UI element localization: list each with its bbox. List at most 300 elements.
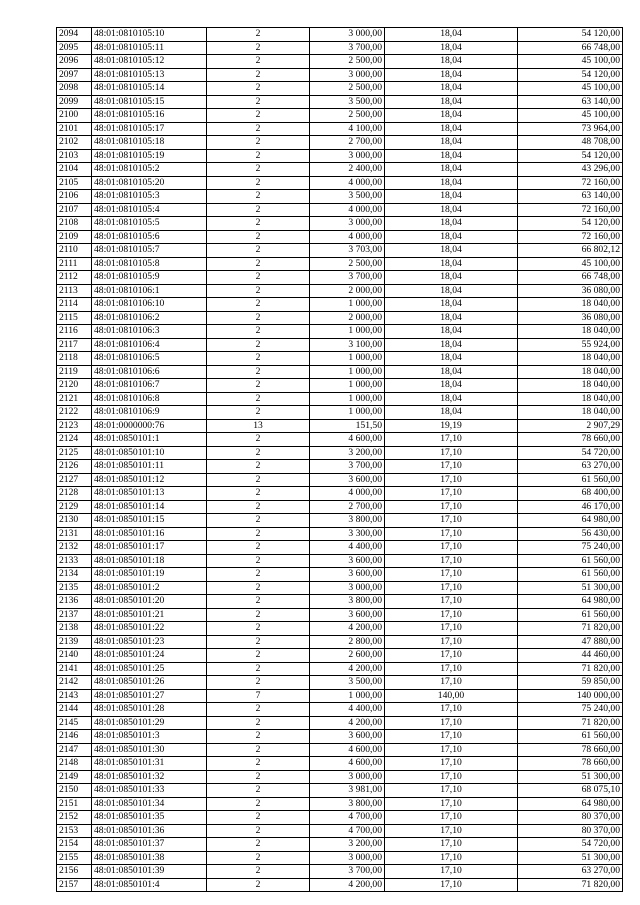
- row-number-cell: 2094: [57, 28, 92, 42]
- category-code-cell: 2: [207, 541, 310, 555]
- cadastral-number-cell: 48:01:0850101:4: [92, 878, 207, 892]
- area-cell: 4 000,00: [310, 203, 385, 217]
- category-code-cell: 2: [207, 797, 310, 811]
- value-cell: 78 660,00: [518, 743, 623, 757]
- rate-cell: 18,04: [385, 392, 518, 406]
- cadastral-number-cell: 48:01:0810106:4: [92, 338, 207, 352]
- row-number-cell: 2137: [57, 608, 92, 622]
- cadastral-number-cell: 48:01:0810105:16: [92, 109, 207, 123]
- area-cell: 1 000,00: [310, 365, 385, 379]
- cadastral-number-cell: 48:01:0810105:8: [92, 257, 207, 271]
- category-code-cell: 2: [207, 149, 310, 163]
- category-code-cell: 2: [207, 527, 310, 541]
- area-cell: 3 700,00: [310, 460, 385, 474]
- category-code-cell: 2: [207, 41, 310, 55]
- category-code-cell: 2: [207, 757, 310, 771]
- area-cell: 3 981,00: [310, 784, 385, 798]
- cadastral-number-cell: 48:01:0810106:7: [92, 379, 207, 393]
- cadastral-number-cell: 48:01:0850101:16: [92, 527, 207, 541]
- cadastral-number-cell: 48:01:0810105:4: [92, 203, 207, 217]
- row-number-cell: 2111: [57, 257, 92, 271]
- table-row: [57, 419, 623, 433]
- category-code-cell: 2: [207, 635, 310, 649]
- table-row: [57, 244, 623, 258]
- category-code-cell: 2: [207, 446, 310, 460]
- area-cell: 3 600,00: [310, 473, 385, 487]
- rate-cell: 17,10: [385, 649, 518, 663]
- cadastral-number-cell: 48:01:0850101:30: [92, 743, 207, 757]
- cadastral-number-cell: 48:01:0850101:22: [92, 622, 207, 636]
- table-row: [57, 500, 623, 514]
- category-code-cell: 2: [207, 878, 310, 892]
- table-row: [57, 595, 623, 609]
- cadastral-number-cell: 48:01:0850101:11: [92, 460, 207, 474]
- table-row: [57, 271, 623, 285]
- table-row: [57, 433, 623, 447]
- area-cell: 3 500,00: [310, 190, 385, 204]
- row-number-cell: 2141: [57, 662, 92, 676]
- rate-cell: 17,10: [385, 568, 518, 582]
- category-code-cell: 2: [207, 109, 310, 123]
- cadastral-number-cell: 48:01:0850101:20: [92, 595, 207, 609]
- value-cell: 51 300,00: [518, 770, 623, 784]
- value-cell: 18 040,00: [518, 379, 623, 393]
- cadastral-number-cell: 48:01:0810105:6: [92, 230, 207, 244]
- area-cell: 2 800,00: [310, 635, 385, 649]
- row-number-cell: 2140: [57, 649, 92, 663]
- category-code-cell: 2: [207, 82, 310, 96]
- cadastral-number-cell: 48:01:0810105:14: [92, 82, 207, 96]
- row-number-cell: 2138: [57, 622, 92, 636]
- rate-cell: 18,04: [385, 28, 518, 42]
- value-cell: 45 100,00: [518, 109, 623, 123]
- table-row: [57, 325, 623, 339]
- table-row: [57, 541, 623, 555]
- cadastral-number-cell: 48:01:0810105:15: [92, 95, 207, 109]
- category-code-cell: 2: [207, 460, 310, 474]
- rate-cell: 17,10: [385, 878, 518, 892]
- area-cell: 2 000,00: [310, 311, 385, 325]
- table-row: [57, 352, 623, 366]
- row-number-cell: 2122: [57, 406, 92, 420]
- table-row: [57, 757, 623, 771]
- cadastral-number-cell: 48:01:0850101:25: [92, 662, 207, 676]
- area-cell: 4 200,00: [310, 662, 385, 676]
- category-code-cell: 2: [207, 703, 310, 717]
- cadastral-number-cell: 48:01:0810106:5: [92, 352, 207, 366]
- value-cell: 18 040,00: [518, 352, 623, 366]
- rate-cell: 17,10: [385, 716, 518, 730]
- value-cell: 45 100,00: [518, 82, 623, 96]
- category-code-cell: 2: [207, 568, 310, 582]
- row-number-cell: 2134: [57, 568, 92, 582]
- table-row: [57, 487, 623, 501]
- value-cell: 66 748,00: [518, 271, 623, 285]
- rate-cell: 18,04: [385, 122, 518, 136]
- table-row: [57, 41, 623, 55]
- value-cell: 71 820,00: [518, 716, 623, 730]
- rate-cell: 17,10: [385, 500, 518, 514]
- category-code-cell: 2: [207, 176, 310, 190]
- row-number-cell: 2136: [57, 595, 92, 609]
- table-row: [57, 689, 623, 703]
- value-cell: 61 560,00: [518, 473, 623, 487]
- value-cell: 18 040,00: [518, 365, 623, 379]
- area-cell: 1 000,00: [310, 352, 385, 366]
- row-number-cell: 2133: [57, 554, 92, 568]
- row-number-cell: 2099: [57, 95, 92, 109]
- cadastral-number-cell: 48:01:0810105:13: [92, 68, 207, 82]
- cadastral-number-cell: 48:01:0810106:1: [92, 284, 207, 298]
- cadastral-number-cell: 48:01:0810106:6: [92, 365, 207, 379]
- cadastral-number-cell: 48:01:0850101:17: [92, 541, 207, 555]
- rate-cell: 18,04: [385, 325, 518, 339]
- area-cell: 2 500,00: [310, 82, 385, 96]
- value-cell: 140 000,00: [518, 689, 623, 703]
- row-number-cell: 2147: [57, 743, 92, 757]
- cadastral-number-cell: 48:01:0810105:20: [92, 176, 207, 190]
- row-number-cell: 2127: [57, 473, 92, 487]
- area-cell: 3 000,00: [310, 149, 385, 163]
- rate-cell: 19,19: [385, 419, 518, 433]
- category-code-cell: 2: [207, 608, 310, 622]
- rate-cell: 17,10: [385, 757, 518, 771]
- category-code-cell: 2: [207, 325, 310, 339]
- area-cell: 3 800,00: [310, 595, 385, 609]
- value-cell: 61 560,00: [518, 730, 623, 744]
- rate-cell: 18,04: [385, 379, 518, 393]
- area-cell: 2 500,00: [310, 257, 385, 271]
- table-row: [57, 622, 623, 636]
- row-number-cell: 2119: [57, 365, 92, 379]
- cadastral-number-cell: 48:01:0850101:31: [92, 757, 207, 771]
- rate-cell: 17,10: [385, 851, 518, 865]
- category-code-cell: 2: [207, 365, 310, 379]
- area-cell: 2 000,00: [310, 284, 385, 298]
- table-row: [57, 581, 623, 595]
- cadastral-number-cell: 48:01:0850101:37: [92, 838, 207, 852]
- rate-cell: 18,04: [385, 244, 518, 258]
- area-cell: 4 700,00: [310, 824, 385, 838]
- value-cell: 54 720,00: [518, 446, 623, 460]
- rate-cell: 18,04: [385, 41, 518, 55]
- category-code-cell: 2: [207, 122, 310, 136]
- rate-cell: 18,04: [385, 149, 518, 163]
- value-cell: 56 430,00: [518, 527, 623, 541]
- value-cell: 63 140,00: [518, 190, 623, 204]
- table-row: [57, 230, 623, 244]
- row-number-cell: 2102: [57, 136, 92, 150]
- cadastral-number-cell: 48:01:0850101:38: [92, 851, 207, 865]
- area-cell: 2 400,00: [310, 163, 385, 177]
- cadastral-number-cell: 48:01:0850101:2: [92, 581, 207, 595]
- rate-cell: 18,04: [385, 338, 518, 352]
- area-cell: 2 600,00: [310, 649, 385, 663]
- row-number-cell: 2100: [57, 109, 92, 123]
- rate-cell: 17,10: [385, 838, 518, 852]
- category-code-cell: 2: [207, 487, 310, 501]
- cadastral-number-cell: 48:01:0850101:33: [92, 784, 207, 798]
- rate-cell: 18,04: [385, 311, 518, 325]
- row-number-cell: 2123: [57, 419, 92, 433]
- cadastral-number-cell: 48:01:0810105:5: [92, 217, 207, 231]
- row-number-cell: 2154: [57, 838, 92, 852]
- rate-cell: 17,10: [385, 743, 518, 757]
- value-cell: 71 820,00: [518, 878, 623, 892]
- row-number-cell: 2129: [57, 500, 92, 514]
- category-code-cell: 2: [207, 257, 310, 271]
- row-number-cell: 2104: [57, 163, 92, 177]
- rate-cell: 18,04: [385, 68, 518, 82]
- rate-cell: 18,04: [385, 190, 518, 204]
- rate-cell: 18,04: [385, 109, 518, 123]
- area-cell: 3 700,00: [310, 865, 385, 879]
- cadastral-number-cell: 48:01:0810105:10: [92, 28, 207, 42]
- value-cell: 75 240,00: [518, 703, 623, 717]
- cadastral-number-cell: 48:01:0850101:27: [92, 689, 207, 703]
- rate-cell: 17,10: [385, 541, 518, 555]
- row-number-cell: 2128: [57, 487, 92, 501]
- area-cell: 3 300,00: [310, 527, 385, 541]
- area-cell: 4 600,00: [310, 433, 385, 447]
- table-row: [57, 136, 623, 150]
- area-cell: 4 200,00: [310, 716, 385, 730]
- area-cell: 2 500,00: [310, 109, 385, 123]
- row-number-cell: 2132: [57, 541, 92, 555]
- value-cell: 68 075,10: [518, 784, 623, 798]
- area-cell: 3 600,00: [310, 554, 385, 568]
- row-number-cell: 2142: [57, 676, 92, 690]
- rate-cell: 17,10: [385, 487, 518, 501]
- cadastral-number-cell: 48:01:0850101:32: [92, 770, 207, 784]
- row-number-cell: 2125: [57, 446, 92, 460]
- row-number-cell: 2126: [57, 460, 92, 474]
- table-row: [57, 190, 623, 204]
- rate-cell: 18,04: [385, 352, 518, 366]
- rate-cell: 17,10: [385, 703, 518, 717]
- rate-cell: 18,04: [385, 284, 518, 298]
- value-cell: 48 708,00: [518, 136, 623, 150]
- area-cell: 3 000,00: [310, 581, 385, 595]
- table-row: [57, 811, 623, 825]
- area-cell: 4 600,00: [310, 757, 385, 771]
- row-number-cell: 2117: [57, 338, 92, 352]
- area-cell: 3 700,00: [310, 271, 385, 285]
- table-row: [57, 568, 623, 582]
- area-cell: 4 400,00: [310, 703, 385, 717]
- value-cell: 51 300,00: [518, 851, 623, 865]
- row-number-cell: 2135: [57, 581, 92, 595]
- value-cell: 73 964,00: [518, 122, 623, 136]
- table-row: [57, 703, 623, 717]
- table-row: [57, 676, 623, 690]
- table-row: [57, 838, 623, 852]
- category-code-cell: 2: [207, 55, 310, 69]
- rate-cell: 17,10: [385, 865, 518, 879]
- area-cell: 1 000,00: [310, 689, 385, 703]
- area-cell: 2 700,00: [310, 136, 385, 150]
- table-row: [57, 298, 623, 312]
- row-number-cell: 2131: [57, 527, 92, 541]
- table-row: [57, 392, 623, 406]
- cadastral-number-cell: 48:01:0000000:76: [92, 419, 207, 433]
- area-cell: 4 000,00: [310, 230, 385, 244]
- cadastral-number-cell: 48:01:0850101:12: [92, 473, 207, 487]
- cadastral-number-cell: 48:01:0850101:18: [92, 554, 207, 568]
- table-row: [57, 608, 623, 622]
- category-code-cell: 2: [207, 352, 310, 366]
- value-cell: 64 980,00: [518, 797, 623, 811]
- row-number-cell: 2151: [57, 797, 92, 811]
- table-row: [57, 649, 623, 663]
- table-row: [57, 149, 623, 163]
- category-code-cell: 2: [207, 392, 310, 406]
- category-code-cell: 2: [207, 271, 310, 285]
- table-row: [57, 379, 623, 393]
- table-row: [57, 851, 623, 865]
- value-cell: 36 080,00: [518, 311, 623, 325]
- table-row: [57, 28, 623, 42]
- area-cell: 3 000,00: [310, 851, 385, 865]
- cadastral-number-cell: 48:01:0810105:9: [92, 271, 207, 285]
- row-number-cell: 2156: [57, 865, 92, 879]
- value-cell: 45 100,00: [518, 257, 623, 271]
- area-cell: 2 700,00: [310, 500, 385, 514]
- rate-cell: 18,04: [385, 176, 518, 190]
- area-cell: 3 600,00: [310, 730, 385, 744]
- category-code-cell: 2: [207, 811, 310, 825]
- table-row: [57, 865, 623, 879]
- value-cell: 61 560,00: [518, 608, 623, 622]
- cadastral-number-cell: 48:01:0810105:12: [92, 55, 207, 69]
- area-cell: 3 703,00: [310, 244, 385, 258]
- row-number-cell: 2121: [57, 392, 92, 406]
- table-row: [57, 55, 623, 69]
- rate-cell: 17,10: [385, 595, 518, 609]
- rate-cell: 18,04: [385, 163, 518, 177]
- value-cell: 78 660,00: [518, 433, 623, 447]
- cadastral-number-cell: 48:01:0810106:9: [92, 406, 207, 420]
- value-cell: 75 240,00: [518, 541, 623, 555]
- value-cell: 71 820,00: [518, 662, 623, 676]
- area-cell: 4 700,00: [310, 811, 385, 825]
- table-row: [57, 217, 623, 231]
- area-cell: 3 800,00: [310, 797, 385, 811]
- value-cell: 18 040,00: [518, 406, 623, 420]
- row-number-cell: 2143: [57, 689, 92, 703]
- row-number-cell: 2120: [57, 379, 92, 393]
- table-row: [57, 406, 623, 420]
- row-number-cell: 2098: [57, 82, 92, 96]
- value-cell: 72 160,00: [518, 176, 623, 190]
- rate-cell: 17,10: [385, 433, 518, 447]
- cadastral-number-cell: 48:01:0850101:19: [92, 568, 207, 582]
- table-row: [57, 176, 623, 190]
- row-number-cell: 2110: [57, 244, 92, 258]
- row-number-cell: 2139: [57, 635, 92, 649]
- rate-cell: 17,10: [385, 608, 518, 622]
- value-cell: 2 907,29: [518, 419, 623, 433]
- table-row: [57, 82, 623, 96]
- table-row: [57, 203, 623, 217]
- category-code-cell: 2: [207, 514, 310, 528]
- category-code-cell: 2: [207, 662, 310, 676]
- cadastral-number-cell: 48:01:0810105:11: [92, 41, 207, 55]
- category-code-cell: 2: [207, 338, 310, 352]
- cadastral-number-cell: 48:01:0810105:7: [92, 244, 207, 258]
- rate-cell: 17,10: [385, 554, 518, 568]
- rate-cell: 17,10: [385, 446, 518, 460]
- row-number-cell: 2148: [57, 757, 92, 771]
- cadastral-number-cell: 48:01:0850101:24: [92, 649, 207, 663]
- rate-cell: 17,10: [385, 730, 518, 744]
- row-number-cell: 2145: [57, 716, 92, 730]
- rate-cell: 17,10: [385, 662, 518, 676]
- category-code-cell: 2: [207, 190, 310, 204]
- area-cell: 3 700,00: [310, 41, 385, 55]
- value-cell: 55 924,00: [518, 338, 623, 352]
- area-cell: 3 000,00: [310, 217, 385, 231]
- cadastral-number-cell: 48:01:0850101:28: [92, 703, 207, 717]
- cadastral-number-cell: 48:01:0850101:21: [92, 608, 207, 622]
- row-number-cell: 2146: [57, 730, 92, 744]
- table-row: [57, 662, 623, 676]
- category-code-cell: 2: [207, 311, 310, 325]
- category-code-cell: 2: [207, 716, 310, 730]
- rate-cell: 17,10: [385, 784, 518, 798]
- category-code-cell: 2: [207, 244, 310, 258]
- cadastral-number-cell: 48:01:0810106:10: [92, 298, 207, 312]
- row-number-cell: 2103: [57, 149, 92, 163]
- table-row: [57, 473, 623, 487]
- row-number-cell: 2149: [57, 770, 92, 784]
- cadastral-number-cell: 48:01:0850101:29: [92, 716, 207, 730]
- table-row: [57, 257, 623, 271]
- rate-cell: 17,10: [385, 581, 518, 595]
- value-cell: 63 270,00: [518, 460, 623, 474]
- row-number-cell: 2105: [57, 176, 92, 190]
- table-row: [57, 163, 623, 177]
- table-row: [57, 743, 623, 757]
- category-code-cell: 2: [207, 784, 310, 798]
- row-number-cell: 2096: [57, 55, 92, 69]
- rate-cell: 18,04: [385, 95, 518, 109]
- value-cell: 47 880,00: [518, 635, 623, 649]
- value-cell: 80 370,00: [518, 824, 623, 838]
- category-code-cell: 2: [207, 379, 310, 393]
- rate-cell: 140,00: [385, 689, 518, 703]
- table-row: [57, 514, 623, 528]
- table-row: [57, 770, 623, 784]
- area-cell: 3 200,00: [310, 446, 385, 460]
- area-cell: 3 000,00: [310, 770, 385, 784]
- value-cell: 72 160,00: [518, 203, 623, 217]
- category-code-cell: 2: [207, 500, 310, 514]
- row-number-cell: 2116: [57, 325, 92, 339]
- area-cell: 3 500,00: [310, 676, 385, 690]
- category-code-cell: 2: [207, 433, 310, 447]
- value-cell: 46 170,00: [518, 500, 623, 514]
- value-cell: 18 040,00: [518, 392, 623, 406]
- row-number-cell: 2101: [57, 122, 92, 136]
- value-cell: 54 120,00: [518, 68, 623, 82]
- rate-cell: 17,10: [385, 770, 518, 784]
- category-code-cell: 2: [207, 581, 310, 595]
- value-cell: 72 160,00: [518, 230, 623, 244]
- cadastral-number-cell: 48:01:0850101:23: [92, 635, 207, 649]
- rate-cell: 18,04: [385, 136, 518, 150]
- area-cell: 3 200,00: [310, 838, 385, 852]
